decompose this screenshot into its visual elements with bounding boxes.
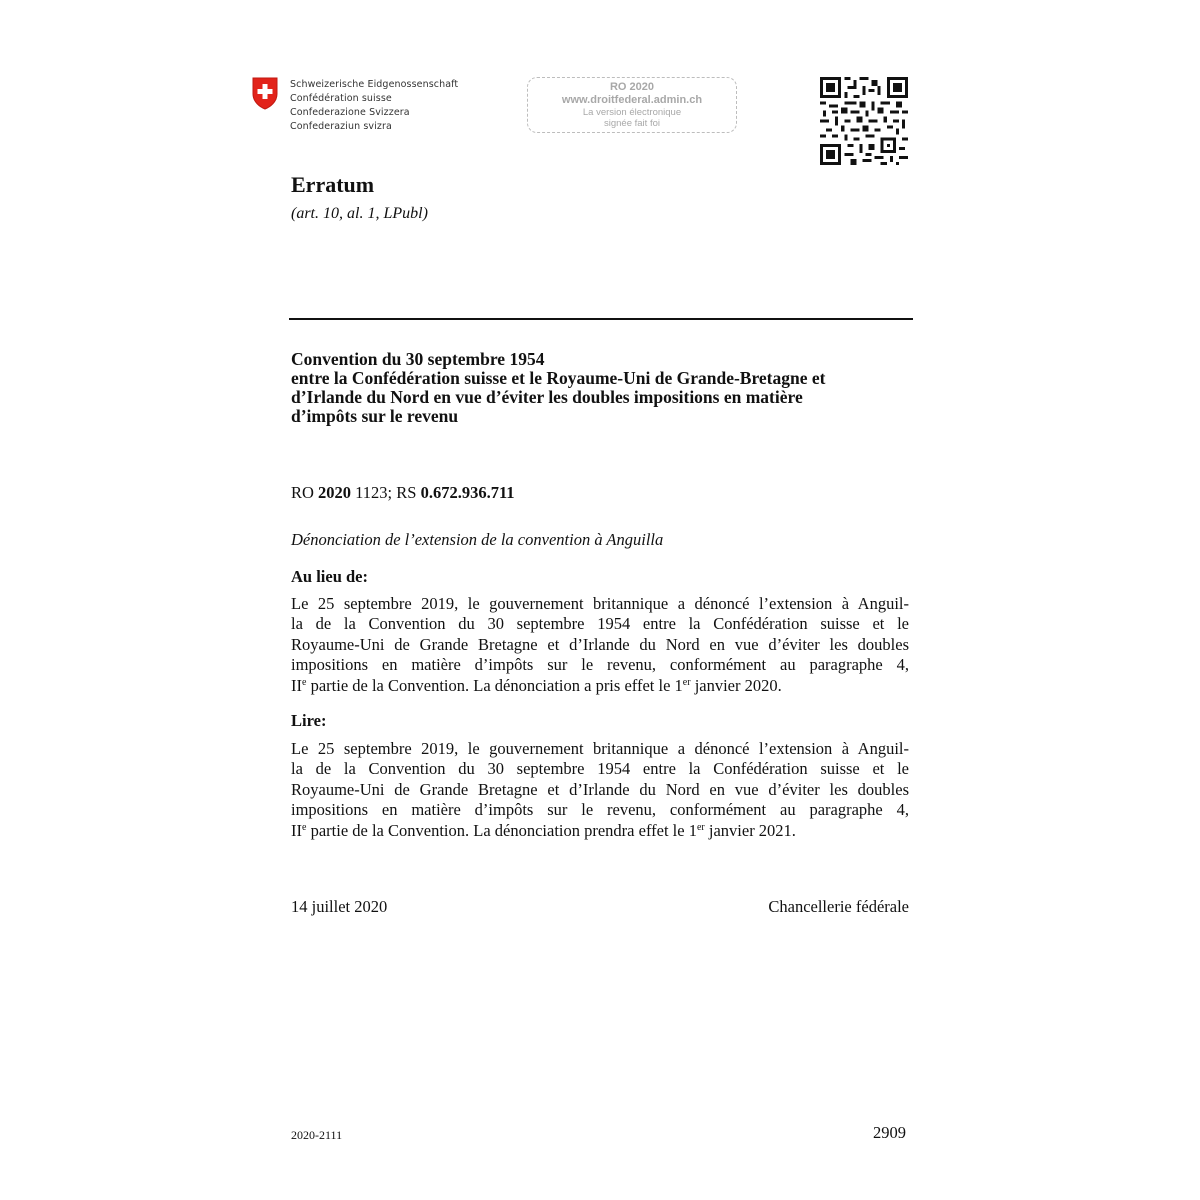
paragraph-line: impositions en matière d’impôts sur le revenu, conformément au paragraphe 4, [291, 800, 909, 820]
paragraph-line: la de la Convention du 30 septembre 1954 entre la Confédération suisse et le [291, 759, 909, 779]
superscript: er [696, 821, 705, 833]
stamp-line-3: La version électronique [582, 107, 682, 118]
paragraph-line: Royaume-Uni de Grande Bretagne et d’Irlande du Nord en vue d’éviter les doubles [291, 634, 909, 654]
paragraph-line: Le 25 septembre 2019, le gouvernement britannique a dénoncé l’extension à Anguil- [291, 739, 909, 758]
page-title: Erratum [291, 172, 375, 197]
paragraph-line: la de la Convention du 30 septembre 1954 entre la Confédération suisse et le [291, 614, 909, 634]
confederation-names [290, 78, 458, 134]
text-run: partie de la Convention. La dénonciation a pris effet le 1 [306, 675, 683, 695]
name-it: Confederazione Svizzera [290, 107, 410, 118]
paragraph-line [291, 676, 909, 696]
superscript: er [682, 676, 691, 688]
rs-number: 0.672.936.711 [420, 483, 515, 502]
footer-page-number: 2909 [873, 1123, 906, 1142]
reference-line [291, 483, 515, 503]
name-rm: Confederaziun svizra [290, 121, 392, 132]
topic-line: Dénonciation de l’extension de la convention à Anguilla [291, 530, 664, 549]
qr-code-icon [820, 77, 908, 165]
read-paragraph [291, 739, 909, 841]
text-run: II [291, 820, 302, 840]
paragraph-line: impositions en matière d’impôts sur le revenu, conformément au paragraphe 4, [291, 655, 909, 675]
stamp-line-1: RO 2020 [609, 81, 655, 93]
name-fr: Confédération suisse [290, 93, 392, 104]
stamp-line-2: www.droitfederal.admin.ch [561, 94, 703, 106]
footer-doc-number: 2020-2111 [291, 1128, 343, 1142]
ro-page: 1123; RS [351, 483, 421, 502]
name-de: Schweizerische Eidgenossenschaft [290, 79, 459, 90]
swiss-cross-icon [252, 77, 278, 110]
ro-prefix: RO [291, 483, 319, 502]
stamp-line-4: signée fait foi [604, 118, 660, 129]
signatory: Chancellerie fédérale [768, 897, 909, 916]
convention-title-line: d’impôts sur le revenu [291, 406, 459, 426]
convention-title [291, 350, 916, 426]
convention-title-line: d’Irlande du Nord en vue d’éviter les doubles impositions en matière [291, 387, 803, 407]
convention-title-line: Convention du 30 septembre 1954 [291, 349, 545, 369]
read-label: Lire: [291, 711, 327, 730]
text-run: II [291, 675, 302, 695]
text-run: janvier 2021. [704, 820, 796, 840]
paragraph-line: Royaume-Uni de Grande Bretagne et d’Irlande du Nord en vue d’éviter les doubles [291, 779, 909, 799]
publication-stamp [527, 77, 737, 133]
page-subtitle: (art. 10, al. 1, LPubl) [291, 205, 428, 222]
instead-label: Au lieu de: [291, 567, 369, 586]
paragraph-line: Le 25 septembre 2019, le gouvernement britannique a dénoncé l’extension à Anguil- [291, 594, 909, 613]
text-run: partie de la Convention. La dénonciation prendra effet le 1 [306, 820, 697, 840]
document-date: 14 juillet 2020 [291, 897, 388, 916]
superscript: e [302, 676, 307, 688]
instead-paragraph [291, 594, 909, 696]
superscript: e [302, 821, 307, 833]
text-run: janvier 2020. [690, 675, 782, 695]
horizontal-divider [289, 318, 913, 320]
ro-year: 2020 [318, 483, 352, 502]
convention-title-line: entre la Confédération suisse et le Royaume-Uni de Grande-Bretagne et [291, 368, 826, 388]
paragraph-line [291, 821, 909, 841]
